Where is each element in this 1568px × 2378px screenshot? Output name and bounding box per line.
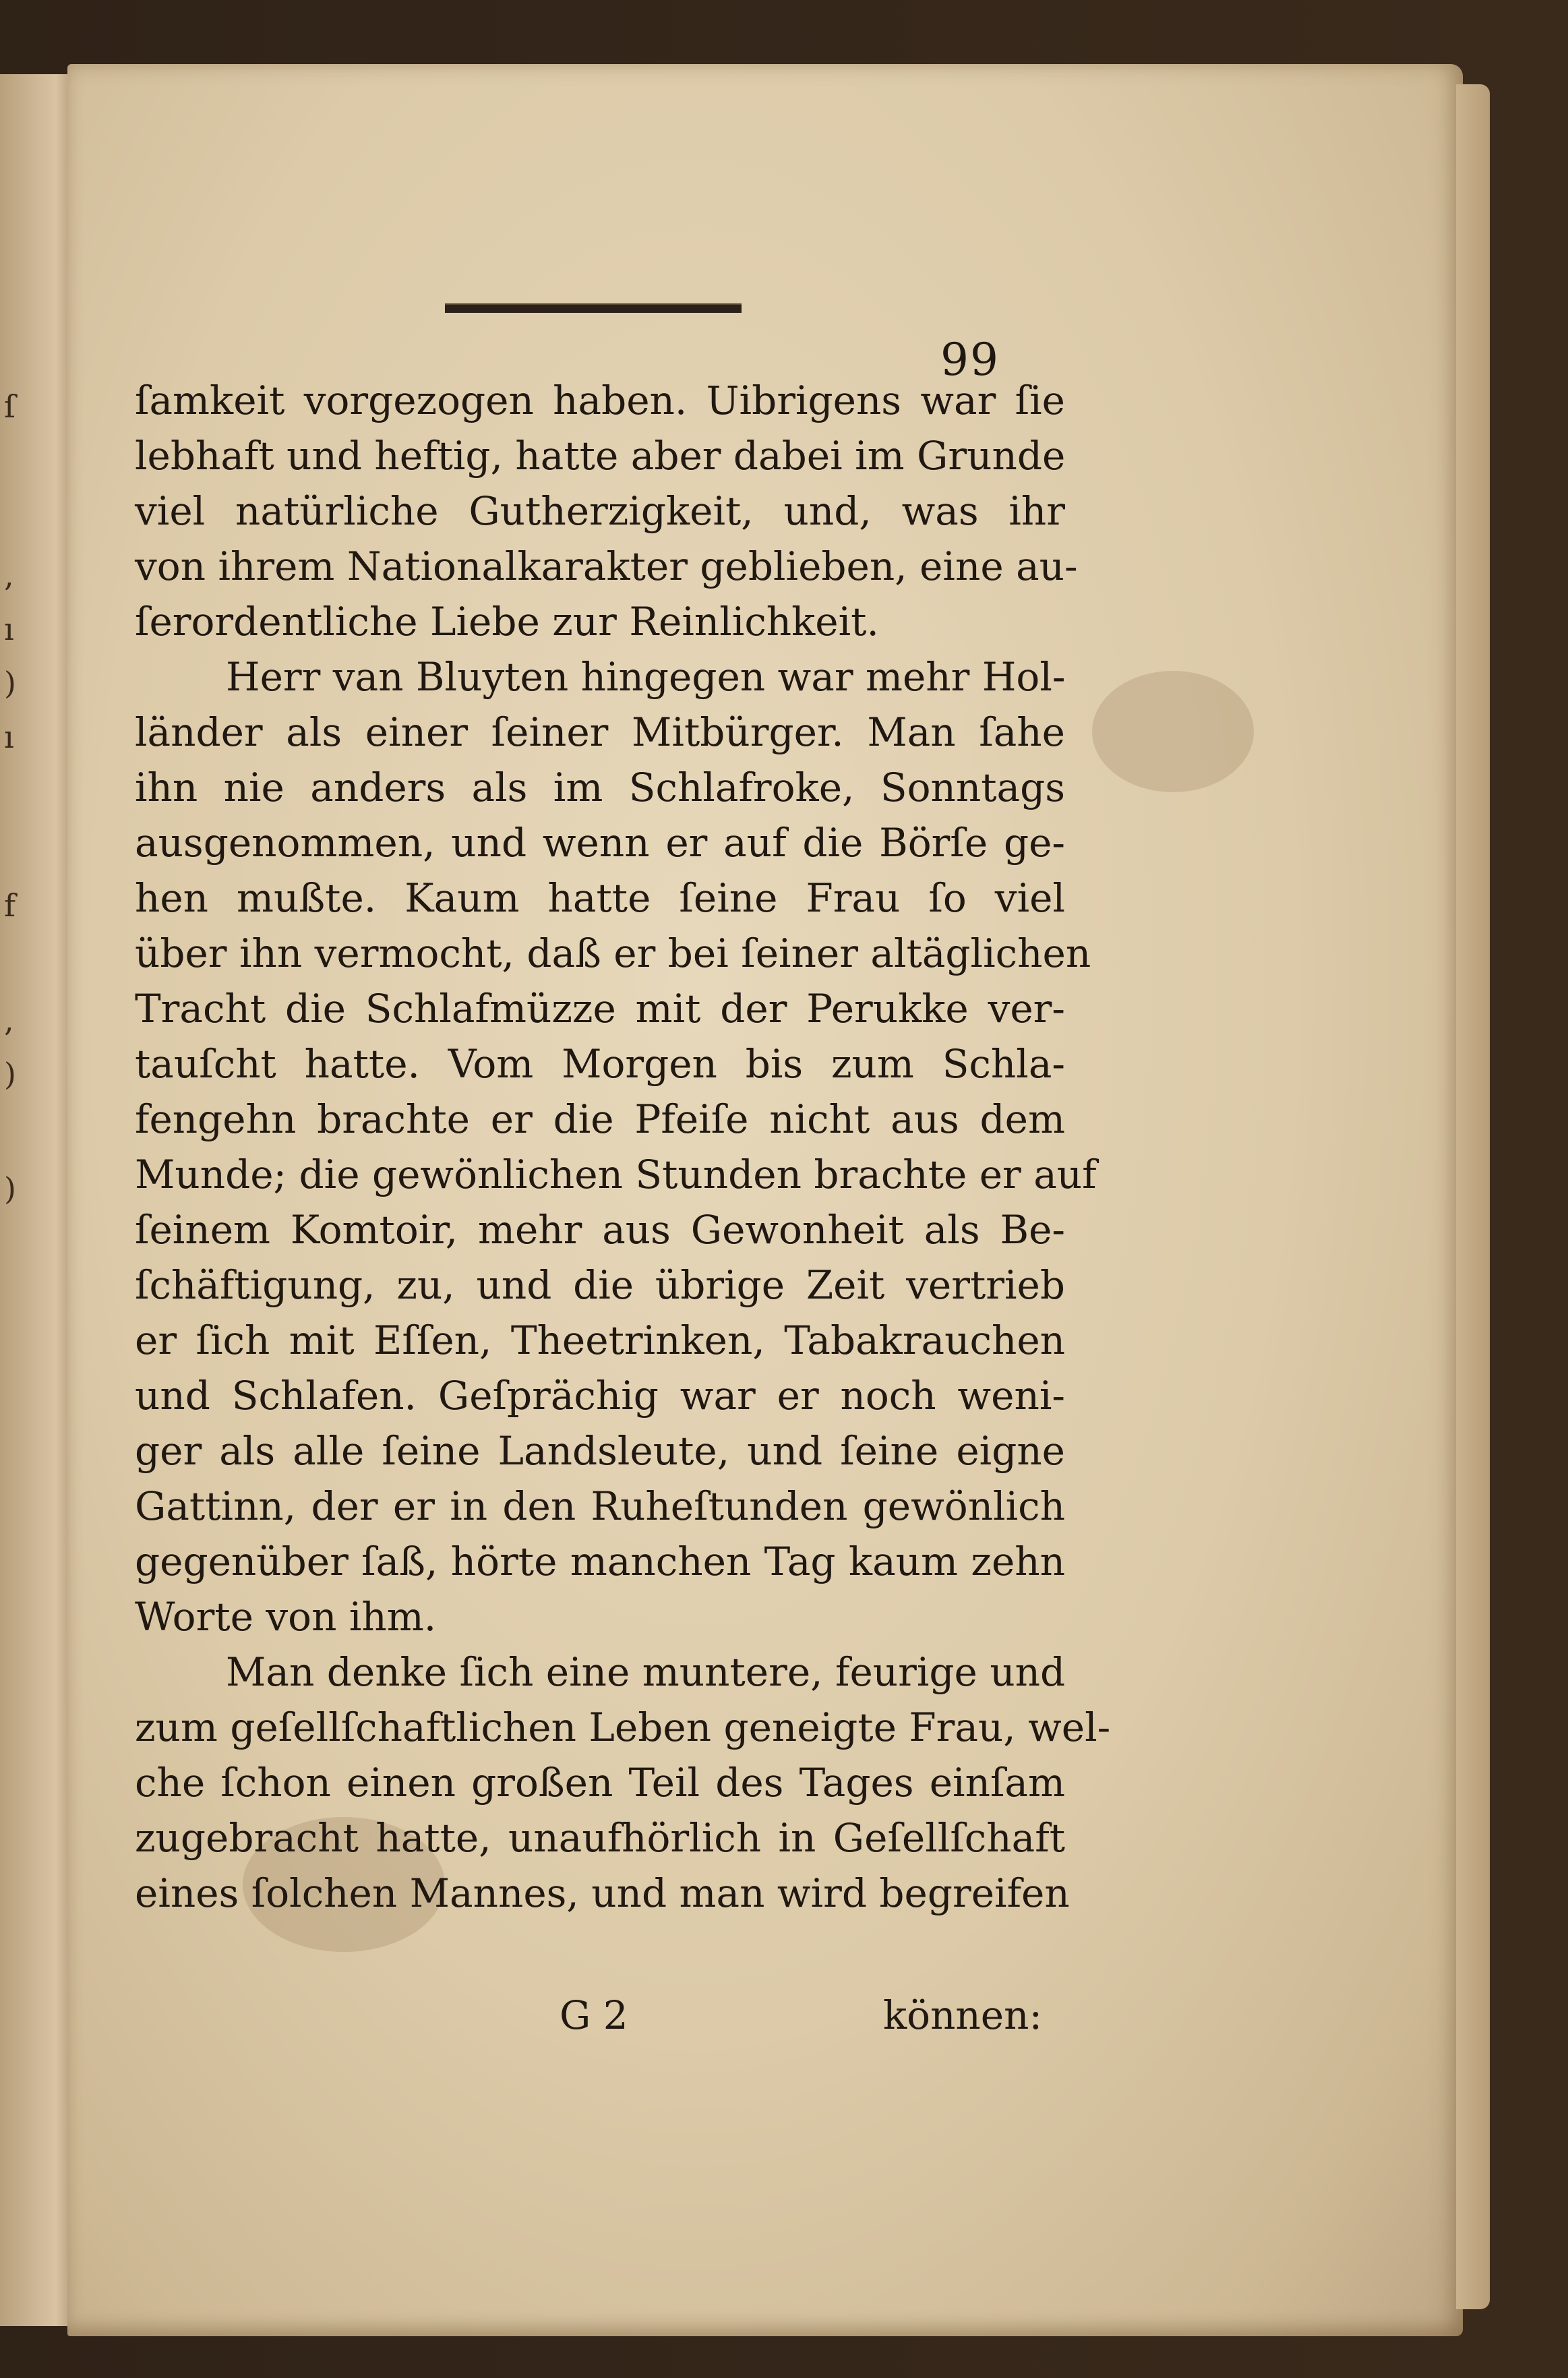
page-footer (135, 1992, 1065, 2048)
previous-page-fragment: f (4, 887, 16, 924)
text-line: tauſcht hatte. Vom Morgen bis zum Schla- (135, 1041, 1065, 1087)
text-line: hen mußte. Kaum hatte ſeine Frau ſo viel (135, 875, 1065, 921)
previous-page-fragment: ) (4, 1056, 16, 1092)
signature-mark: G 2 (560, 1992, 628, 2038)
text-line: Herr van Bluyten hingegen war mehr Hol- (226, 654, 1066, 700)
text-line: Munde; die gewönlichen Stunden brachte er auf (135, 1152, 1097, 1197)
text-line: zum geſellſchaftlichen Leben geneigte Frau, wel- (135, 1704, 1111, 1750)
book-page (67, 64, 1463, 2336)
text-line: Tracht die Schlafmüzze mit der Perukke ver- (135, 986, 1065, 1032)
text-line: eines ſolchen Mannes, und man wird begreifen (135, 1870, 1070, 1916)
text-line: Worte von ihm. (135, 1594, 437, 1640)
text-line: fengehn brachte er die Pfeiſe nicht aus dem (135, 1096, 1065, 1142)
text-line: ſerordentliche Liebe zur Reinlichkeit. (135, 599, 879, 645)
text-line: viel natürliche Gutherzigkeit, und, was ihr (135, 488, 1065, 534)
previous-page-fragment: , (4, 557, 14, 593)
previous-page-fragment: ı (4, 719, 14, 755)
text-line: über ihn vermocht, daß er bei ſeiner altäglichen (135, 930, 1091, 976)
text-line: er ſich mit Eſſen, Theetrinken, Tabakrauchen (135, 1317, 1065, 1363)
catchword: können: (883, 1992, 1042, 2038)
text-line: länder als einer ſeiner Mitbürger. Man ſahe (135, 709, 1065, 755)
previous-page-fragment: ) (4, 665, 16, 701)
text-line: zugebracht hatte, unaufhörlich in Geſellſchaft (135, 1815, 1065, 1861)
text-line: ſamkeit vorgezogen haben. Uibrigens war ſie (135, 378, 1065, 423)
text-line: ſchäftigung, zu, und die übrige Zeit vertrieb (135, 1262, 1065, 1308)
text-line: ger als alle ſeine Landsleute, und ſeine eigne (135, 1428, 1065, 1474)
text-line: ihn nie anders als im Schlafroke, Sonntags (135, 765, 1065, 810)
text-line: gegenüber ſaß, hörte manchen Tag kaum zehn (135, 1539, 1065, 1584)
text-line: lebhaft und heftig, hatte aber dabei im Grunde (135, 433, 1066, 479)
header-rule (445, 303, 742, 313)
previous-page-fragment: , (4, 1002, 14, 1038)
text-line: von ihrem Nationalkarakter geblieben, eine au- (135, 543, 1078, 589)
text-line: und Schlafen. Geſprächig war er noch weni- (135, 1373, 1065, 1419)
text-line: Gattinn, der er in den Ruheſtunden gewönlich (135, 1483, 1065, 1529)
paper-stain (1092, 671, 1254, 792)
text-line: ſeinem Komtoir, mehr aus Gewonheit als Be- (135, 1207, 1065, 1253)
previous-page-fragment: ) (4, 1170, 16, 1207)
body-text (135, 373, 1111, 1921)
page-number: 99 (940, 334, 1000, 386)
text-line: Man denke ſich eine muntere, feurige und (226, 1649, 1066, 1695)
previous-page-fragment: ı (4, 611, 14, 647)
previous-page-fragment: ſ (4, 388, 16, 425)
page-edge (1456, 84, 1490, 2309)
text-line: che ſchon einen großen Teil des Tages einſam (135, 1760, 1065, 1806)
text-line: ausgenommen, und wenn er auf die Börſe ge- (135, 820, 1065, 866)
